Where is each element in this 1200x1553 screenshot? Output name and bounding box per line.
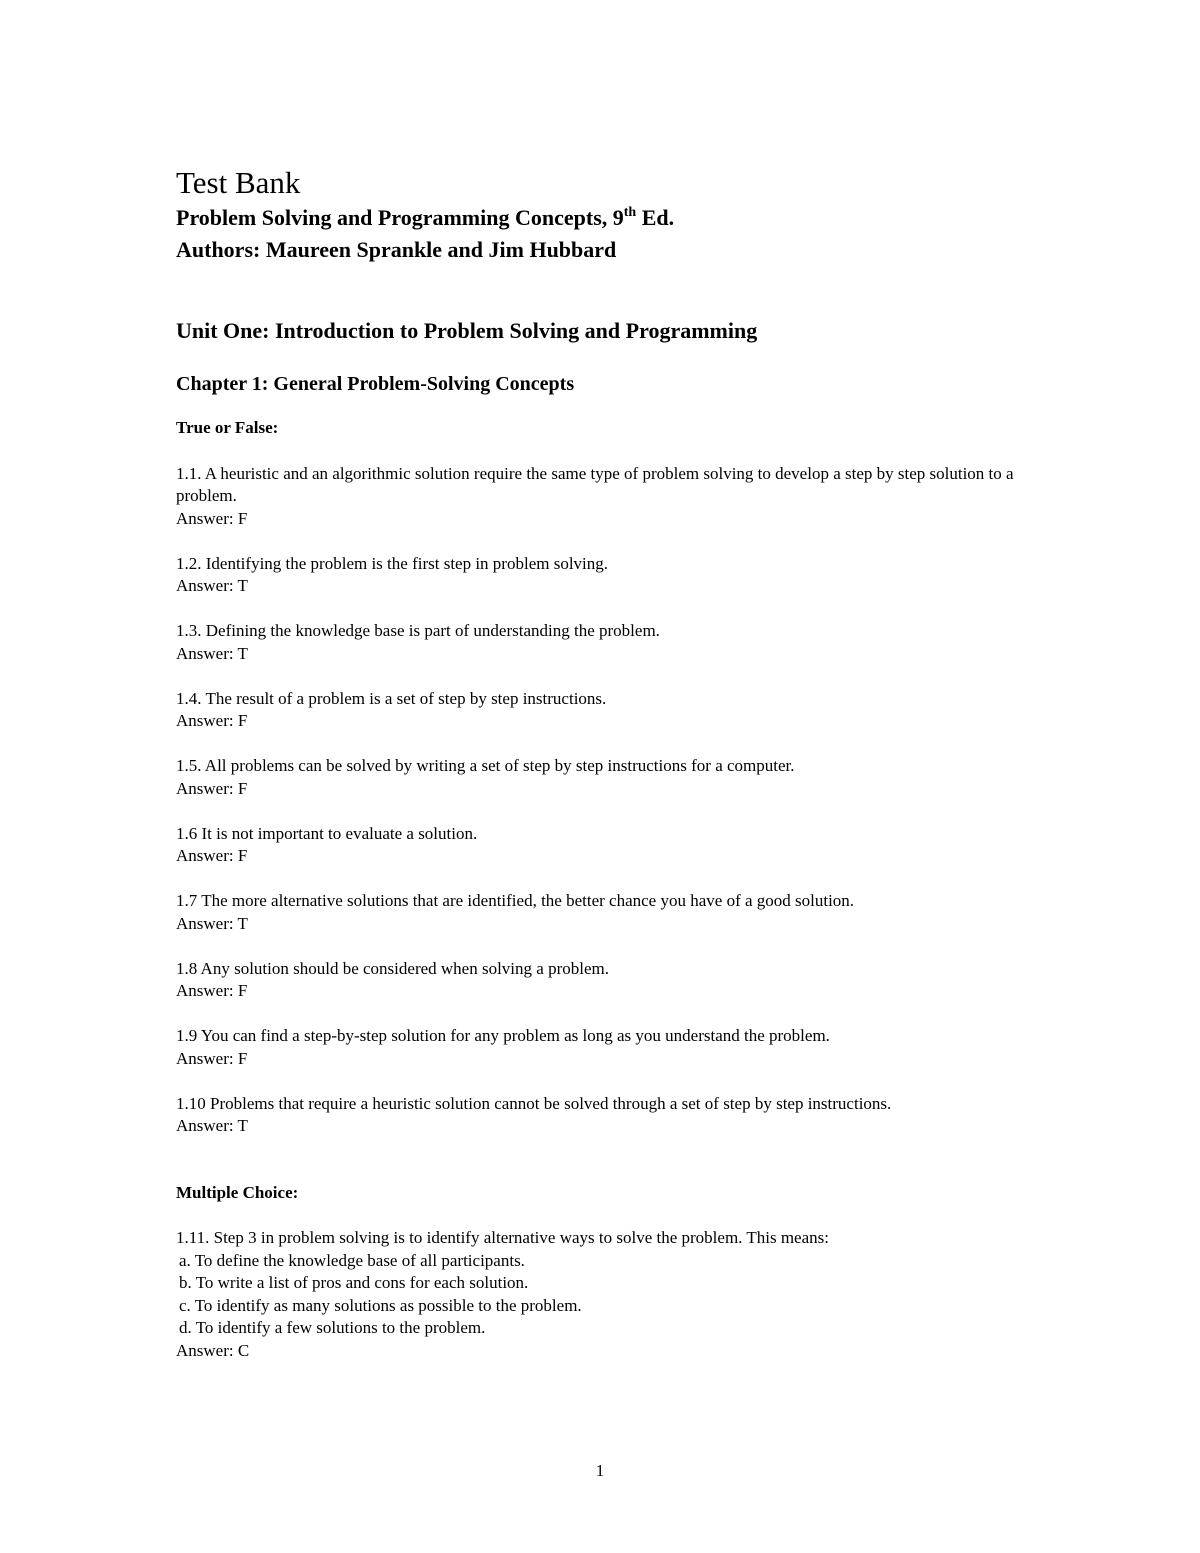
edition-suffix: Ed.	[636, 205, 675, 230]
multiple-choice-heading: Multiple Choice:	[176, 1182, 299, 1202]
true-false-heading: True or False:	[176, 418, 279, 437]
multiple-choice-list	[176, 1227, 1036, 1362]
question-text: 1.2. Identifying the problem is the first step in problem solving.	[176, 553, 609, 573]
answer-option: b. To write a list of pros and cons for each solution.	[179, 1273, 529, 1292]
authors-line: Authors: Maureen Sprankle and Jim Hubbard	[176, 237, 617, 262]
tf-question	[176, 620, 1036, 665]
question-text: 1.3. Defining the knowledge base is part of understanding the problem.	[176, 621, 660, 640]
question-text: 1.6 It is not important to evaluate a solution.	[176, 823, 478, 843]
page-content	[176, 164, 1036, 1362]
edition-superscript: th	[623, 205, 637, 220]
answer-option: a. To define the knowledge base of all participants.	[179, 1250, 525, 1270]
question-text: 1.4. The result of a problem is a set of step by step instructions.	[176, 688, 607, 708]
true-false-list	[176, 463, 1036, 1138]
question-answer: Answer: T	[176, 576, 248, 595]
page-number: 1	[595, 1461, 605, 1480]
question-answer: Answer: C	[176, 1340, 250, 1360]
question-answer: Answer: F	[176, 711, 248, 730]
question-text: 1.1. A heuristic and an algorithmic solution require the same type of problem solving to develop a step by step solution to a problem.	[176, 463, 1014, 505]
question-text: 1.5. All problems can be solved by writing a set of step by step instructions for a computer.	[176, 756, 795, 775]
tf-question	[176, 553, 1036, 598]
tf-question	[176, 823, 1036, 868]
chapter-heading: Chapter 1: General Problem-Solving Concepts	[176, 373, 575, 395]
tf-question	[176, 958, 1036, 1003]
question-answer: Answer: F	[176, 778, 248, 798]
question-text: 1.7 The more alternative solutions that are identified, the better chance you have of a good solution.	[176, 891, 855, 910]
tf-question	[176, 1025, 1036, 1070]
question-text: 1.8 Any solution should be considered when solving a problem.	[176, 958, 609, 978]
mc-question	[176, 1227, 1036, 1362]
answer-option: d. To identify a few solutions to the problem.	[179, 1318, 486, 1337]
question-answer: Answer: F	[176, 846, 248, 865]
question-answer: Answer: T	[176, 1116, 248, 1135]
tf-question	[176, 463, 1036, 531]
tf-question	[176, 890, 1036, 935]
question-text: 1.9 You can find a step-by-step solution for any problem as long as you understand the problem.	[176, 1026, 830, 1045]
question-answer: Answer: F	[176, 1048, 248, 1068]
tf-question	[176, 755, 1036, 800]
doc-title: Test Bank	[176, 165, 301, 200]
question-answer: Answer: F	[176, 981, 248, 1000]
question-answer: Answer: F	[176, 508, 248, 528]
question-text: 1.11. Step 3 in problem solving is to identify alternative ways to solve the problem. This means:	[176, 1228, 829, 1247]
tf-question	[176, 1093, 1036, 1138]
tf-question	[176, 688, 1036, 733]
answer-option: c. To identify as many solutions as possible to the problem.	[179, 1295, 582, 1315]
unit-heading: Unit One: Introduction to Problem Solving and Programming	[176, 318, 758, 343]
question-text: 1.10 Problems that require a heuristic solution cannot be solved through a set of step by step instructions.	[176, 1093, 892, 1113]
question-answer: Answer: T	[176, 643, 248, 663]
book-title	[176, 202, 1036, 234]
question-answer: Answer: T	[176, 913, 248, 933]
book-title-text: Problem Solving and Programming Concepts, 9	[176, 205, 624, 230]
